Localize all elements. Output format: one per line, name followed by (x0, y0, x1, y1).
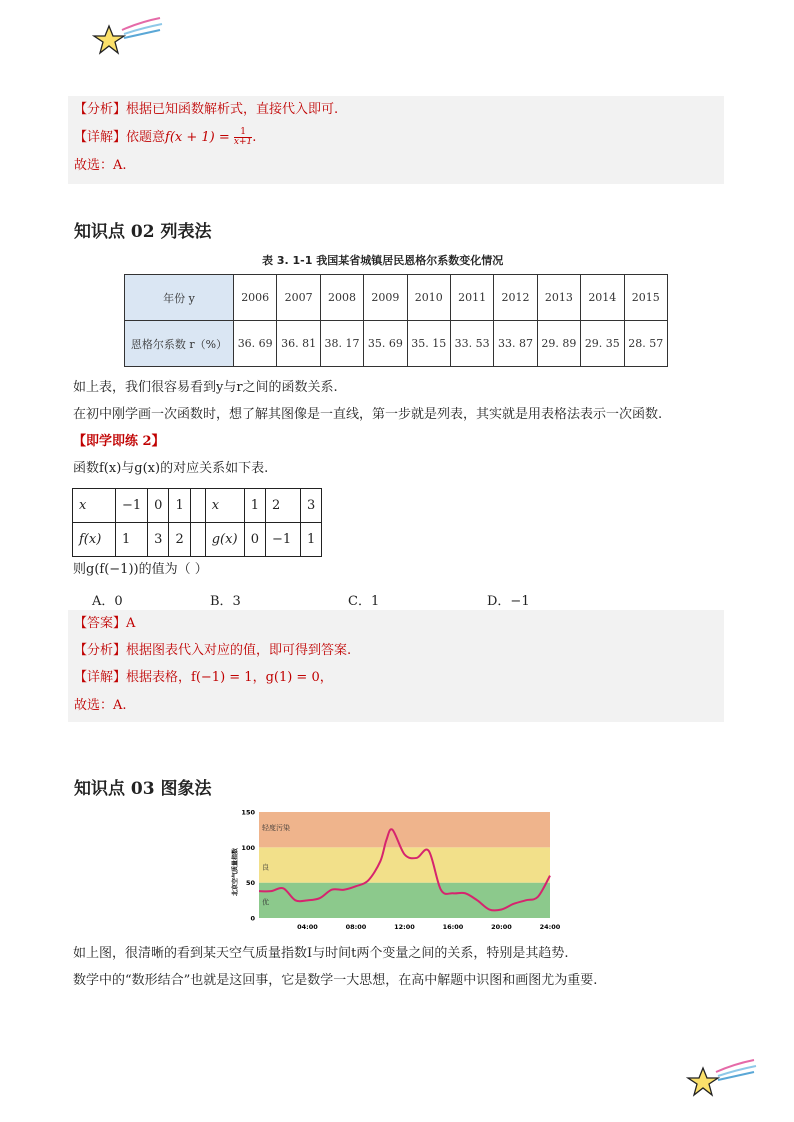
ftable-cell: 0 (148, 489, 169, 523)
year-cell: 2008 (320, 275, 363, 321)
paragraph: 数学中的“数形结合”也就是这回事，它是数学一大思想，在高中解题中识图和画图尤为重要. (73, 973, 598, 988)
star-icon (686, 1058, 758, 1100)
band-label: 优 (262, 898, 269, 907)
analysis-label: 【分析】 (74, 643, 127, 658)
detail-text: 根据表格，f(−1) = 1，g(1) = 0， (126, 670, 333, 685)
engel-cell: 36. 69 (234, 321, 277, 367)
answer-label: 【答案】 (74, 616, 127, 631)
year-cell: 2011 (450, 275, 493, 321)
ftable-cell: 2 (266, 489, 301, 523)
year-cell: 2007 (277, 275, 320, 321)
ftable-cell: 1 (116, 523, 148, 557)
analysis-line (74, 102, 338, 118)
ftable-cell: 1 (301, 523, 322, 557)
band-label: 良 (262, 863, 269, 872)
year-cell: 2012 (494, 275, 537, 321)
solution-box-2 (68, 610, 724, 722)
y-tick-label: 0 (250, 914, 255, 923)
function-table (72, 488, 322, 557)
ftable-cell (190, 489, 205, 523)
fraction-denominator: x+1 (233, 137, 253, 147)
year-cell: 2015 (624, 275, 667, 321)
chart-band (259, 812, 550, 847)
detail-line (74, 128, 256, 147)
ftable-cell: −1 (116, 489, 148, 523)
detail-end: . (252, 130, 257, 145)
ftable-cell: f(x) (73, 523, 116, 557)
engel-cell: 33. 53 (450, 321, 493, 367)
solution-box-1 (68, 96, 724, 184)
section-heading-3: 知识点 03 图象法 (74, 779, 212, 799)
detail-label: 【详解】 (74, 130, 127, 145)
x-tick-label: 20:00 (491, 923, 512, 931)
analysis-text: 根据已知函数解析式，直接代入即可. (126, 102, 339, 117)
year-cell: 2014 (581, 275, 624, 321)
aqi-chart (226, 804, 566, 934)
year-cell: 2013 (537, 275, 580, 321)
chart-band (259, 847, 550, 882)
x-tick-label: 04:00 (297, 923, 318, 931)
engel-cell: 33. 87 (494, 321, 537, 367)
table-caption: 表 3. 1-1 我国某省城镇居民恩格尔系数变化情况 (262, 254, 504, 267)
star-icon (92, 16, 164, 58)
y-tick-label: 100 (241, 843, 255, 852)
ftable-cell: 1 (169, 489, 190, 523)
question-text: 则g(f(−1))的值为（ ） (73, 562, 208, 577)
table-row-header-year: 年份 y (125, 275, 234, 321)
x-tick-label: 08:00 (345, 923, 367, 931)
detail-label: 【详解】 (74, 670, 127, 685)
engel-cell: 38. 17 (320, 321, 363, 367)
paragraph: 在初中刚学画一次函数时，想了解其图像是一直线，第一步就是列表，其实就是用表格法表示一次函数. (73, 407, 663, 422)
detail-prefix: 依题意 (126, 130, 166, 145)
ftable-cell: −1 (266, 523, 301, 557)
y-tick-label: 50 (245, 879, 255, 888)
engel-cell: 29. 89 (537, 321, 580, 367)
year-cell: 2006 (234, 275, 277, 321)
band-label: 轻度污染 (262, 824, 290, 832)
ftable-cell: 3 (301, 489, 322, 523)
analysis-label: 【分析】 (74, 102, 127, 117)
paragraph: 如上图，很清晰的看到某天空气质量指数I与时间t两个变量之间的关系，特别是其趋势. (73, 946, 569, 961)
final-answer: 故选：A. (74, 158, 127, 173)
practice-text: 函数f(x)与g(x)的对应关系如下表. (73, 461, 269, 476)
ftable-cell (190, 523, 205, 557)
engel-cell: 28. 57 (624, 321, 667, 367)
engel-cell: 36. 81 (277, 321, 320, 367)
detail-formula: f(x + 1) = (165, 130, 234, 145)
practice-label: 【即学即练 2】 (73, 434, 165, 449)
y-axis-label: 北京空气质量指数 (232, 847, 239, 896)
ftable-cell: 2 (169, 523, 190, 557)
analysis-line (74, 643, 351, 659)
engel-cell: 35. 15 (407, 321, 450, 367)
choice-c: C．1 (348, 594, 380, 609)
answer-line (74, 616, 135, 632)
table-row-header-engel: 恩格尔系数 r（%） (125, 321, 234, 367)
year-cell: 2010 (407, 275, 450, 321)
detail-line (74, 670, 333, 686)
y-tick-label: 150 (241, 808, 255, 817)
section-heading-2: 知识点 02 列表法 (74, 222, 212, 242)
choice-d: D．−1 (487, 594, 530, 609)
fraction-numerator: 1 (234, 128, 252, 138)
fraction (234, 128, 252, 147)
x-tick-label: 12:00 (394, 923, 415, 931)
ftable-cell: 3 (148, 523, 169, 557)
ftable-cell: 0 (244, 523, 265, 557)
answer-value: A (126, 616, 136, 631)
final-answer: 故选：A. (74, 698, 127, 713)
x-tick-label: 24:00 (539, 923, 561, 931)
year-cell: 2009 (364, 275, 407, 321)
ftable-cell: 1 (244, 489, 265, 523)
choice-b: B．3 (210, 594, 241, 609)
engel-cell: 29. 35 (581, 321, 624, 367)
engel-cell: 35. 69 (364, 321, 407, 367)
choice-a: A．0 (92, 594, 123, 609)
ftable-cell: x (205, 489, 244, 523)
engel-table (124, 274, 668, 367)
ftable-cell: x (73, 489, 116, 523)
paragraph: 如上表，我们很容易看到y与r之间的函数关系. (73, 380, 338, 395)
analysis-text: 根据图表代入对应的值，即可得到答案. (126, 643, 352, 658)
x-tick-label: 16:00 (442, 923, 464, 931)
ftable-cell: g(x) (205, 523, 244, 557)
